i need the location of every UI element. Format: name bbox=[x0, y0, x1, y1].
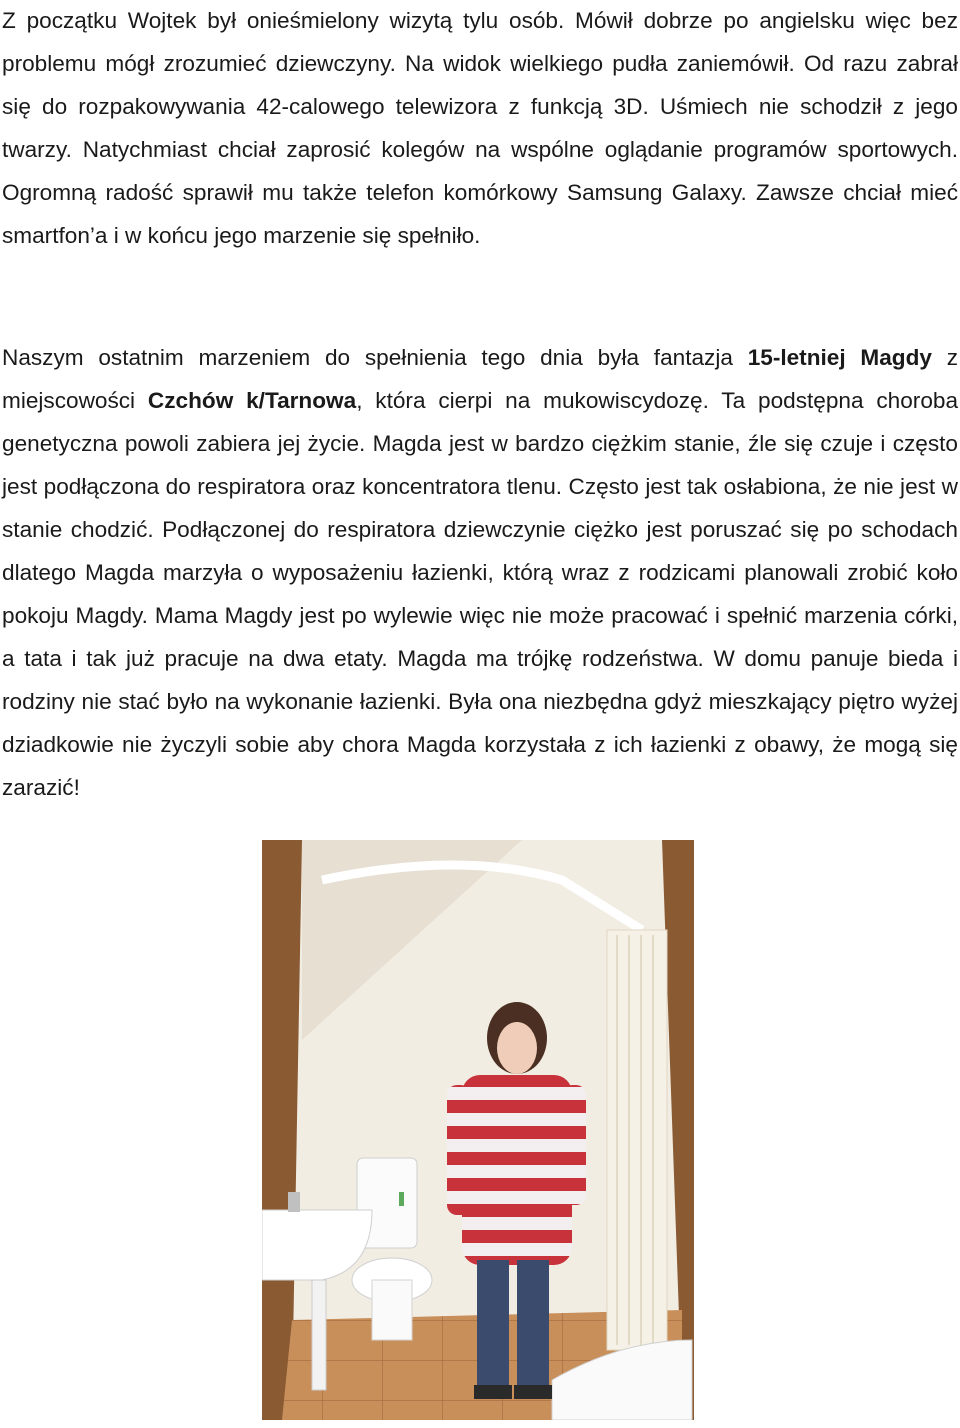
sink-drain-pipe bbox=[312, 1280, 326, 1390]
paragraph-magda-part1: Naszym ostatnim marzeniem do spełnienia tego dnia była fantazja bbox=[2, 345, 748, 370]
jeans-left bbox=[477, 1260, 509, 1390]
paragraph-wojtek: Z początku Wojtek był onieśmielony wizytą tylu osób. Mówił dobrze po angielsku więc bez problemu mógł zrozumieć dziewczyny. Na widok wielkiego pudła zaniemówił. Od razu zabrał się do rozpakowywania 42-calowego telewizora z funkcją 3D. Uśmiech nie schodził z jego twarzy. Natychmiast chciał zaprosić kolegów na wspólne oglądanie programów sportowych. Ogromną radość sprawił mu także telefon komórkowy Samsung Galaxy. Zawsze chciał mieć smartfon’a i w końcu jego marzenie się spełniło. bbox=[2, 8, 958, 248]
bold-town: Czchów k/Tarnowa bbox=[147, 388, 357, 413]
paragraph-magda-part3: , która cierpi na mukowiscydozę. Ta podstępna choroba genetyczna powoli zabiera jej życie. Magda jest w bardzo ciężkim stanie, źle się czuje i często jest podłączona do respiratora oraz koncentratora tlenu. Często jest tak osłabiona, że nie jest w stanie chodzić. Podłączonej do respiratora dziewczynie ciężko jest poruszać się po schodach dlatego Magda marzyła o wyposażeniu łazienki, którą wraz z rodzicami planowali zrobić koło pokoju Magdy. Mama Magdy jest po wylewie więc nie może pracować i spełnić marzenia córki, a tata i tak już pracuje na dwa etaty. Magda ma trójkę rodzeństwa. W domu panuje bieda i rodziny nie stać było na wykonanie łazienki. Była ona niezbędna gdyż mieszkający piętro wyżej dziadkowie nie życzyli sobie aby chora Magda korzystała z ich łazienki z obawy, że mogą się zarazić! bbox=[2, 388, 959, 800]
bathroom-photo bbox=[262, 840, 694, 1420]
striped-sweater bbox=[462, 1075, 572, 1265]
bold-age-name: 15-letniej Magdy bbox=[747, 345, 932, 370]
jeans-right bbox=[517, 1260, 549, 1390]
paragraph-magda bbox=[2, 336, 958, 809]
faucet bbox=[288, 1192, 300, 1212]
paragraph-magda-part2: z miejscowości bbox=[2, 345, 959, 413]
